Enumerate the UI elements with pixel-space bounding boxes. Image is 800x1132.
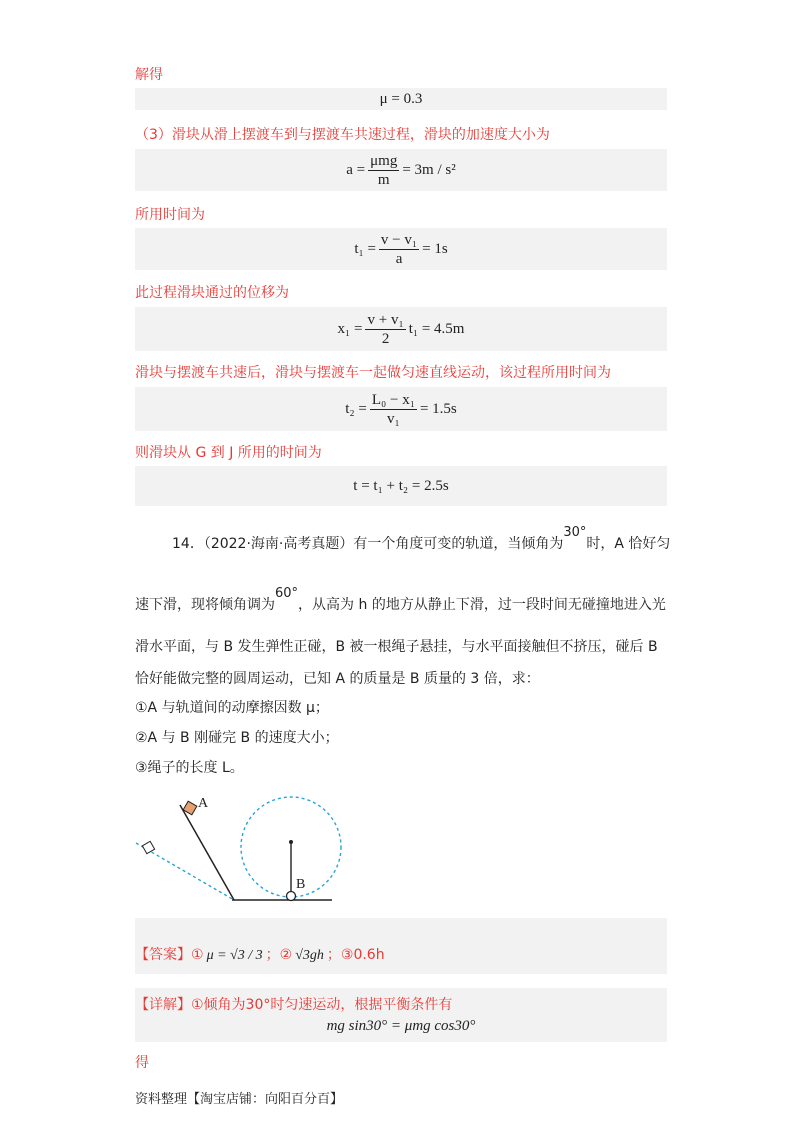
incline-60 — [180, 805, 234, 900]
equation-t-total: t = t₁ + t₂ = 2.5s — [135, 466, 667, 506]
problem-line2a: 速下滑，现将倾角调为 — [135, 597, 275, 613]
answer-sep2: ；③ — [326, 947, 354, 963]
eq4-num: v + v₁ — [367, 311, 404, 328]
question-3: ③绳子的长度 L。 — [135, 760, 244, 776]
block-a-dashed — [142, 841, 154, 853]
eq4-den: 2 — [381, 330, 390, 347]
label-part3: （3）滑块从滑上摆渡车到与摆渡车共速过程，滑块的加速度大小为 — [135, 127, 550, 143]
eq5-lhs: t₂ = — [345, 400, 367, 417]
question-2: ②A 与 B 刚碰完 B 的速度大小； — [135, 730, 339, 746]
eq3-lhs: t₁ = — [354, 240, 376, 257]
label-a: A — [198, 796, 209, 811]
eq3-fraction — [379, 232, 419, 267]
eq2-fraction — [368, 153, 399, 188]
problem-line2 — [135, 586, 666, 614]
label-time: 所用时间为 — [135, 207, 205, 223]
eq3-num: v − v₁ — [380, 231, 418, 248]
equation-t2 — [135, 387, 667, 431]
answer-tag: 【答案】 — [135, 947, 191, 963]
eq5-num: L₀ − x₁ — [371, 391, 415, 408]
problem-line1 — [172, 525, 671, 553]
eq3-rhs: = 1s — [422, 240, 448, 257]
eq4-rhs: t₁ = 4.5m — [408, 320, 465, 337]
eq5-fraction — [370, 392, 417, 427]
eq4-fraction — [365, 312, 405, 347]
label-b: B — [296, 877, 306, 892]
answer-line — [135, 944, 385, 964]
eq2-lhs: a = — [346, 161, 366, 178]
angle-60: 60° — [275, 586, 299, 601]
answer-1-prefix: ① — [191, 947, 204, 963]
answer-1: μ = √3 / 3 — [206, 948, 263, 963]
answer-2: √3gh — [295, 948, 324, 963]
label-jiede: 解得 — [135, 67, 163, 83]
angle-30: 30° — [563, 525, 587, 540]
eq3-den: a — [395, 250, 403, 267]
eq5-rhs: = 1.5s — [419, 400, 457, 417]
eq2-num: μmg — [370, 152, 398, 169]
problem-line1a: 14．（2022·海南·高考真题）有一个角度可变的轨道，当倾角为 — [172, 536, 564, 552]
problem-line1b: 时，A 恰好匀 — [586, 536, 671, 552]
detail-line — [135, 994, 452, 1014]
equation-t1 — [135, 228, 667, 270]
track-figure — [130, 785, 370, 910]
equation-mu: μ = 0.3 — [135, 88, 667, 110]
equation-x1 — [135, 307, 667, 351]
question-1: ①A 与轨道间的动摩擦因数 μ； — [135, 700, 329, 716]
eq4-lhs: x₁ = — [337, 320, 363, 337]
eq5-den: v₁ — [387, 410, 400, 427]
detail-tag: 【详解】 — [135, 997, 191, 1013]
label-de: 得 — [135, 1055, 149, 1071]
problem-line3: 滑水平面，与 B 发生弹性正碰，B 被一根绳子悬挂，与水平面接触但不挤压，碰后 B — [135, 639, 658, 655]
detail-text: ①倾角为30°时匀速运动，根据平衡条件有 — [191, 997, 453, 1013]
label-uniform-motion: 滑块与摆渡车共速后，滑块与摆渡车一起做匀速直线运动，该过程所用时间为 — [135, 365, 611, 381]
ball-b — [287, 892, 296, 901]
eq2-den: m — [377, 171, 390, 188]
eq2-rhs: = 3m / s² — [402, 161, 456, 178]
problem-line2b: ，从高为 h 的地方从静止下滑，过一段时间无碰撞地进入光 — [298, 597, 666, 613]
detail-equation: mg sin30° = μmg cos30° — [326, 1018, 476, 1034]
answer-3: 0.6h — [353, 947, 385, 963]
answer-sep1: ；② — [265, 947, 293, 963]
footer: 资料整理【淘宝店铺：向阳百分百】 — [135, 1092, 344, 1107]
pivot-point — [289, 840, 293, 844]
problem-line4: 恰好能做完整的圆周运动，已知 A 的质量是 B 质量的 3 倍，求： — [135, 671, 540, 687]
label-total-time: 则滑块从 G 到 J 所用的时间为 — [135, 445, 322, 461]
label-displacement: 此过程滑块通过的位移为 — [135, 285, 289, 301]
equation-acceleration — [135, 149, 667, 191]
